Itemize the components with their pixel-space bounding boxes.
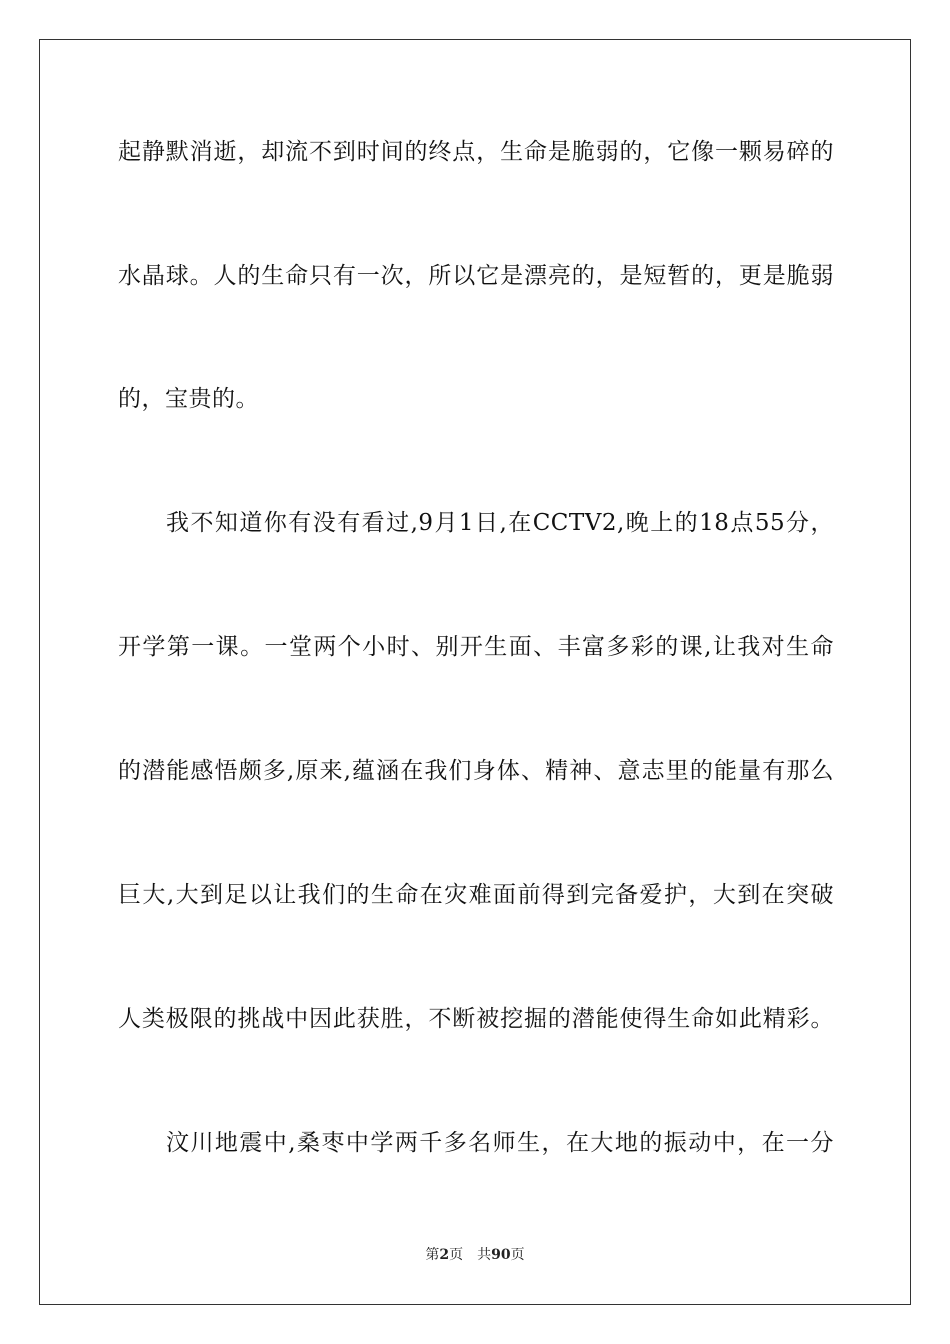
footer-total-suffix: 页	[510, 1247, 525, 1263]
page-border	[39, 39, 911, 1305]
body-text-line: 人类极限的挑战中因此获胜，不断被挖掘的潜能使得生命如此精彩。	[118, 1006, 834, 1032]
body-text-line: 我不知道你有没有看过,9月1日,在CCTV2,晚上的18点55分，	[166, 510, 834, 536]
footer-page-number: 2	[439, 1247, 450, 1263]
footer-page-suffix: 页	[449, 1247, 464, 1263]
body-text-line: 巨大,大到足以让我们的生命在灾难面前得到完备爱护，大到在突破	[118, 882, 834, 908]
body-text-line: 的，宝贵的。	[118, 386, 259, 412]
body-text-line: 的潜能感悟颇多,原来,蕴涵在我们身体、精神、意志里的能量有那么	[118, 758, 834, 784]
body-text-line: 水晶球。人的生命只有一次，所以它是漂亮的，是短暂的，更是脆弱	[118, 263, 834, 289]
footer-page-prefix: 第	[425, 1247, 440, 1263]
page-footer	[0, 1246, 950, 1264]
footer-total-pages: 90	[491, 1247, 511, 1263]
body-text-line: 起静默消逝，却流不到时间的终点，生命是脆弱的，它像一颗易碎的	[118, 139, 834, 165]
body-text-line: 汶川地震中,桑枣中学两千多名师生，在大地的振动中，在一分	[166, 1130, 834, 1156]
body-text-line: 开学第一课。一堂两个小时、别开生面、丰富多彩的课,让我对生命	[118, 634, 834, 660]
footer-total-prefix: 共	[477, 1247, 492, 1263]
